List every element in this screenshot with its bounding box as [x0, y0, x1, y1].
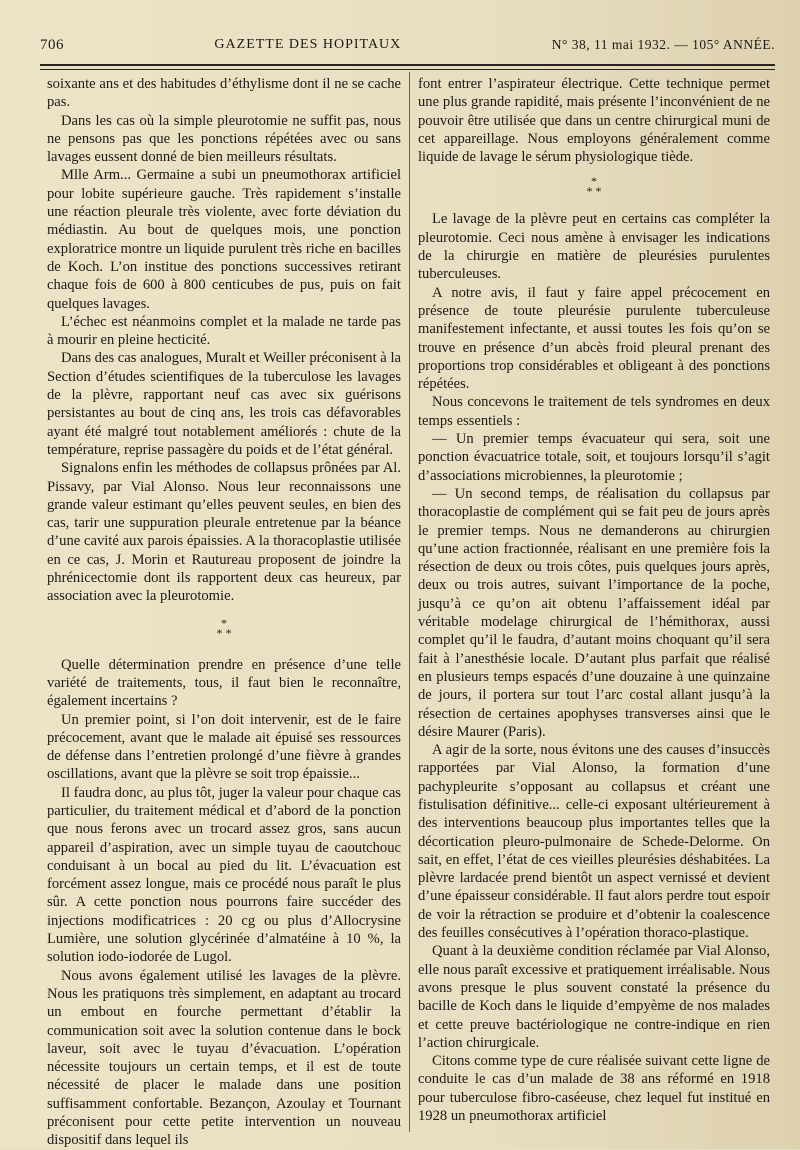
column-divider [409, 72, 410, 1132]
paragraph: Signalons enfin les méthodes de collapsus prônées par Al. Pissavy, par Vial Alonso. Nous leur reconnaissons une grande valeur estimant qu’elles peuvent seules, en bien des cas, tarir une suppuration pleurale entretenue par la béance d’une cavité aux parois épaissies. A la thoracoplastie utilisée en ce cas, J. Morin et Rautureau proposent de joindre la phrénicectomie dont ils rapportent deux cas heureux, par association avec la pleurotomie. [47, 460, 401, 605]
paragraph: Quelle détermination prendre en présence d’une telle variété de traitements, tous, il faut bien le reconnaître, également incertains ? [47, 656, 401, 710]
paragraph: Mlle Arm... Germaine a subi un pneumothorax artificiel pour lobite supérieure gauche. Très rapidement s’installe une réaction pleurale très violente, avec forte déviation du médiastin. Au bout de quelques mois, une ponction exploratrice montre un liquide purulent très riche en bacilles de Koch. L’on institue des ponctions successives retirant chaque fois de 600 à 800 centicubes de pus, puis on fait quelques lavages. [47, 167, 401, 312]
paragraph: Un premier point, si l’on doit intervenir, est de le faire précocement, avant que le malade ait épuisé ses ressources de défense dans l’entretien prolongé d’une fièvre à grandes oscillations, avant que la plèvre se soit trop épaissie... [47, 711, 401, 783]
paragraph: Nous avons également utilisé les lavages de la plèvre. Nous les pratiquons très simplement, en adaptant au trocard un embout en fourche permettant d’établir la communication soit avec la solution contenue dans le bock laveur, soit avec le tuyau d’évacuation. L’opération nécessite toujours un certain temps, et il est de toute nécessité de placer le malade dans une position suffisamment confortable. Bezançon, Azoulay et Tournant préconisent pour cette petite intervention un nouveau dispositif dans lequel ils [47, 967, 401, 1149]
paragraph: Citons comme type de cure réalisée suivant cette ligne de conduite le cas d’un malade de 38 ans réformé en 1918 pour tuberculose fibro-caséeuse, chez lequel fut institué en 1928 un pneumothorax artificiel [418, 1053, 770, 1125]
journal-title: GAZETTE DES HOPITAUX [214, 37, 402, 52]
paragraph: — Un premier temps évacuateur qui sera, soit une ponction évacuatrice totale, soit, et toujours lorsqu’il s’agit d’associations microbiennes, la pleurotomie ; [418, 431, 770, 484]
paragraph: Dans les cas où la simple pleurotomie ne suffit pas, nous ne pensons pas que les ponctions répétées avec ou sans lavages eussent donné de bien meilleurs résultats. [47, 112, 401, 166]
paragraph: font entrer l’aspirateur électrique. Cette technique permet une plus grande rapidité, mais présente l’inconvénient de ne pouvoir être utilisée que dans un centre chirurgical muni de cet appareillage. Nous employons généralement comme liquide de lavage le sérum physiologique tiède. [418, 76, 770, 166]
paragraph: Le lavage de la plèvre peut en certains cas compléter la pleurotomie. Ceci nous amène à envisager les indications de la chirurgie en matière de pleurésies purulentes tuberculeuses. [418, 211, 770, 283]
paragraph: A notre avis, il faut y faire appel précocement en présence de toute pleurésie purulente tuberculeuse manifestement infectante, et aussi toutes les fois qu’on se trouve en présence d’un abcès froid pleural prenant des proportions trop considérables et obligeant à des ponctions répétées. [418, 284, 770, 393]
running-header [40, 30, 775, 60]
paragraph: A agir de la sorte, nous évitons une des causes d’insuccès rapportées par Vial Alonso, la formation d’une pachypleurite s’opposant au collapsus et créant une fistulisation définitive... celle-ci exposant ultérieurement à des interventions beaucoup plus importantes telles que la décortication pleuro-pulmonaire de Schede-Delorme. On sait, en effet, l’état de ces vieilles pleurésies déshabitées. La plèvre lardacée prend bientôt un aspect vernissé et devient d’une épaisseur considérable. Il faut alors perdre tout espoir de voir la rétraction se produire et d’obtenir la coalescence des feuilles consécutives à l’opération thoraco-plastique. [418, 742, 770, 942]
section-separator: * * * [586, 174, 602, 199]
page-number: 706 [40, 36, 64, 53]
section-separator: * * * [216, 615, 232, 640]
paragraph: — Un second temps, de réalisation du collapsus par thoracoplastie de complément qui se fait peu de jours après le premier temps. Nous ne demanderons au chirurgien qu’une action fractionnée, réalisant en une première fois la résection de deux ou trois côtes, puis quelques jours après, deux ou trois autres, suivant l’importance de la poche, jusqu’à ce qu’on ait obtenu l’affaissement idéal par véritable modelage chirurgical de l’hémithorax, aussi complet qu’il le faudra, d’autant moins choquant qu’il sera fait à l’anesthésie locale. D’autant plus parfait que réalisé en plusieurs temps espacés d’une douzaine à une quinzaine de jours, il portera sur tout l’arc costal allant jusqu’à la résection de certaines apophyses transverses ainsi que le désire Maurer (Paris). [418, 485, 770, 740]
right-column [418, 75, 770, 1125]
header-rule [40, 64, 775, 66]
left-column [47, 75, 401, 1150]
paragraph: Il faudra donc, au plus tôt, juger la valeur pour chaque cas particulier, du traitement médical et d’abord de la ponction que nous ferons avec un trocard assez gros, sans aucun appareil d’aspiration, avec un simple tuyau de caoutchouc conduisant à un bocal au pied du lit. L’évacuation est forcément assez longue, mais ce procédé nous paraît le plus sûr. A cette ponction nous pourrons faire succéder des injections modificatrices : 20 cg ou plus d’Allocrysine Lumière, une solution glycérinée d’almatéine à 10 %, la solution iodo-iodorée de Lugol. [47, 784, 401, 966]
paragraph: Dans des cas analogues, Muralt et Weiller préconisent à la Section d’études scientifiques de la tuberculose les lavages de la plèvre, rapportant neuf cas avec six guérisons persistantes au bout de cinq ans, les trois cas défavorables ayant été malgré tout notablement améliorés : chute de la température, reprise passagère du poids et de l’état général. [47, 350, 401, 458]
paragraph: Nous concevons le traitement de tels syndromes en deux temps essentiels : [418, 394, 770, 429]
issue-info: N° 38, 11 mai 1932. — 105° ANNÉE. [551, 37, 775, 52]
paragraph: L’échec est néanmoins complet et la malade ne tarde pas à mourir en pleine hecticité. [47, 313, 401, 349]
header-rule-thin [40, 69, 775, 70]
paragraph: soixante ans et des habitudes d’éthylisme dont il ne se cache pas. [47, 76, 401, 111]
paragraph: Quant à la deuxième condition réclamée par Vial Alonso, elle nous paraît excessive et pratiquement irréalisable. Nous avons presque le plus souvent constaté la présence du bacille de Koch dans le liquide d’empyème de nos malades et cette preuve bactériologique ne contre-indique en rien l’action chirurgicale. [418, 943, 770, 1051]
